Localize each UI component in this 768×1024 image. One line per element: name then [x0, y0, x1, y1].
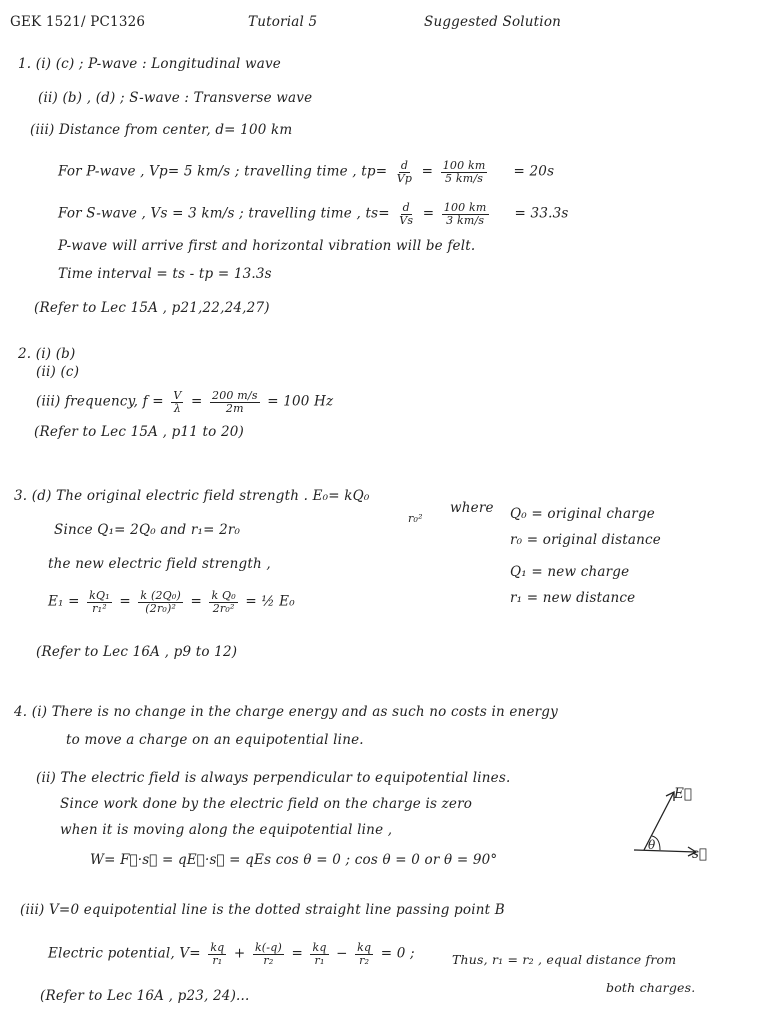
fraction-kq-over-r1-b: [310, 942, 328, 966]
q2-part-i: 2. (i) (b): [18, 346, 76, 362]
q1-part-i: 1. (i) (c) ; P-wave : Longitudinal wave: [18, 56, 281, 72]
fraction-100km-over-5kms: [441, 160, 488, 184]
q1-reference: (Refer to Lec 15A , p21,22,24,27): [34, 300, 270, 316]
fraction-denominator: r₁: [212, 953, 223, 967]
minus-sign: −: [336, 945, 348, 962]
q1-part-ii: (ii) (b) , (d) ; S-wave : Transverse wave: [38, 90, 313, 106]
frequency-lead: (iii) frequency, f =: [36, 393, 164, 410]
fraction-kq0-over-2r0sq: [209, 590, 237, 614]
legend-symbol: Q₀ =: [510, 506, 543, 522]
fraction-numerator: kQ₁: [89, 589, 110, 602]
equals-sign: =: [291, 945, 303, 962]
q3-lead: [14, 488, 370, 504]
legend-symbol: Q₁ =: [510, 564, 543, 580]
fraction-denominator: λ: [173, 401, 181, 415]
equals-sign: =: [422, 205, 435, 222]
fraction-numerator: k(-q): [254, 941, 282, 954]
q4-thus: Thus, r₁ = r₂ , equal distance from: [452, 952, 677, 967]
p-wave-result: = 20s: [513, 163, 555, 180]
q4-part-iii-line1: (iii) V=0 equipotential line is the dotted straight line passing point B: [20, 902, 505, 918]
q4-potential-equation: [48, 942, 415, 966]
fraction-denominator: Vp: [396, 171, 413, 185]
q2-part-ii: (ii) (c): [36, 364, 80, 380]
q4-part-i-line1: 4. (i) There is no change in the charge energy and as such no costs in energy: [14, 704, 558, 720]
fraction-d-over-vp: [395, 160, 414, 184]
diagram-e-label: E⃗: [674, 786, 693, 802]
fraction-numerator: kq: [357, 941, 372, 954]
legend-symbol: r₀ =: [510, 532, 539, 548]
e1-lead: E₁ =: [48, 593, 80, 610]
fraction-denominator: (2r₀)²: [145, 601, 177, 615]
q1-p-wave-line: [58, 160, 554, 184]
fraction-numerator: 100 km: [442, 159, 486, 172]
fraction-denominator: r₂: [359, 953, 370, 967]
q4-part-ii-line3: when it is moving along the equipotential line ,: [60, 822, 393, 838]
q1-s-wave-line: [58, 202, 569, 226]
q4-part-i-line2: to move a charge on an equipotential line.: [66, 732, 364, 748]
fraction-denominator: 5 km/s: [445, 171, 484, 185]
q1-part-iii: (iii) Distance from center, d= 100 km: [30, 122, 293, 138]
s-wave-lead: For S-wave , Vs = 3 km/s ; travelling time , ts=: [58, 205, 390, 222]
q2-part-iii: [36, 390, 333, 414]
q3-lead-text: 3. (d) The original electric field strength . E₀= kQ₀: [14, 488, 370, 504]
diagram-theta-label: θ: [648, 838, 656, 852]
q2-reference: (Refer to Lec 15A , p11 to 20): [34, 424, 245, 440]
legend-r0: [510, 532, 661, 548]
fraction-denominator: r₂: [263, 953, 274, 967]
fraction-denominator: r₁: [314, 953, 325, 967]
q3-since: Since Q₁= 2Q₀ and r₁= 2r₀: [54, 522, 241, 538]
fraction-200ms-over-2m: [210, 390, 260, 414]
legend-desc: new distance: [542, 590, 636, 606]
q4-work-equation: W= F⃗·s⃗ = qE⃗·s⃗ = qEs cos θ = 0 ; cos θ = 0 or θ = 90°: [90, 852, 498, 868]
legend-q1: [510, 564, 629, 580]
legend-r1: [510, 590, 635, 606]
fraction-v-over-lambda: [171, 390, 183, 414]
fraction-numerator: d: [400, 159, 409, 172]
equals-sign: =: [190, 593, 202, 610]
q4-both-charges: both charges.: [606, 980, 696, 995]
q1-time-interval: Time interval = ts - tp = 13.3s: [58, 266, 272, 282]
document-title: Suggested Solution: [424, 14, 562, 30]
q3-reference: (Refer to Lec 16A , p9 to 12): [36, 644, 238, 660]
fraction-denominator: r₁²: [92, 601, 107, 615]
legend-symbol: r₁ =: [510, 590, 539, 606]
potential-lead: Electric potential, V=: [48, 945, 201, 962]
q3-new-field: the new electric field strength ,: [48, 556, 271, 572]
fraction-numerator: 100 km: [443, 201, 487, 214]
fraction-numerator: V: [173, 389, 182, 402]
fraction-100km-over-3kms: [442, 202, 489, 226]
q3-equation: [48, 590, 295, 614]
q3-lead-denominator: r₀²: [408, 512, 423, 525]
fraction-kq-over-r1: [208, 942, 226, 966]
legend-desc: new charge: [547, 564, 630, 580]
legend-q0: [510, 506, 655, 522]
course-code: GEK 1521/ PC1326: [10, 14, 146, 30]
fraction-denominator: 3 km/s: [446, 213, 485, 227]
p-wave-lead: For P-wave , Vp= 5 km/s ; travelling time , tp=: [58, 163, 388, 180]
q4-reference: (Refer to Lec 16A , p23, 24)...: [40, 988, 250, 1004]
s-vector-line: [634, 850, 696, 852]
legend-desc: original distance: [542, 532, 661, 548]
q3-where: where: [450, 500, 494, 516]
potential-result: = 0 ;: [380, 945, 415, 962]
fraction-kminusq-over-r2: [253, 942, 284, 966]
fraction-d-over-vs: [397, 202, 415, 226]
tutorial-title: Tutorial 5: [248, 14, 318, 30]
s-wave-result: = 33.3s: [514, 205, 569, 222]
q1-conclusion: P-wave will arrive first and horizontal vibration will be felt.: [58, 238, 476, 254]
diagram-s-label: s⃗: [692, 846, 708, 862]
equals-sign: =: [190, 393, 203, 410]
fraction-numerator: k Q₀: [211, 589, 236, 602]
fraction-denominator: Vs: [399, 213, 414, 227]
frequency-result: = 100 Hz: [267, 393, 334, 410]
fraction-denominator: 2r₀²: [212, 601, 235, 615]
q4-part-ii-line1: (ii) The electric field is always perpendicular to equipotential lines.: [36, 770, 511, 786]
fraction-numerator: d: [402, 201, 410, 214]
fraction-numerator: kq: [312, 941, 327, 954]
fraction-k2q0-over-2r0sq: [138, 590, 183, 614]
legend-desc: original charge: [547, 506, 655, 522]
fraction-kq-over-r2: [355, 942, 373, 966]
e1-result: = ½ E₀: [245, 593, 295, 610]
fraction-numerator: kq: [210, 941, 225, 954]
plus-sign: +: [233, 945, 246, 962]
fraction-numerator: k (2Q₀): [140, 589, 181, 602]
fraction-kq1-over-r1sq: [87, 590, 112, 614]
fraction-numerator: 200 m/s: [212, 389, 258, 402]
equals-sign: =: [421, 163, 434, 180]
q4-part-ii-line2: Since work done by the electric field on the charge is zero: [60, 796, 473, 812]
fraction-denominator: 2m: [225, 401, 244, 415]
equals-sign: =: [119, 593, 131, 610]
